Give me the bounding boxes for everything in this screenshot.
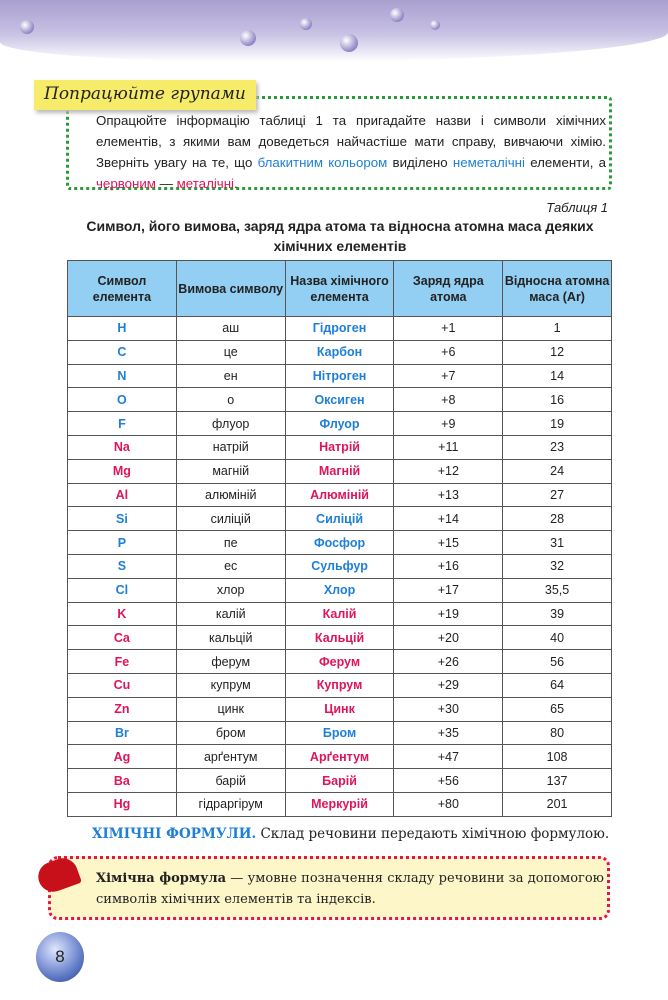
atomic-mass: 39: [503, 602, 612, 626]
atomic-mass: 14: [503, 364, 612, 388]
table-row: [68, 721, 612, 745]
pronunciation: силіцій: [176, 507, 285, 531]
nuclear-charge: +1: [394, 317, 503, 341]
element-symbol: Ba: [68, 769, 177, 793]
atomic-mass: 28: [503, 507, 612, 531]
intro-red: металічні: [176, 176, 235, 191]
atomic-mass: 32: [503, 554, 612, 578]
element-symbol: Ca: [68, 626, 177, 650]
element-name: Карбон: [285, 340, 394, 364]
table-row: [68, 317, 612, 341]
definition-text: [96, 868, 604, 910]
table-row: [68, 435, 612, 459]
bubble-decoration: [390, 8, 404, 22]
atomic-mass: 201: [503, 792, 612, 816]
atomic-mass: 35,5: [503, 578, 612, 602]
element-symbol: Cu: [68, 673, 177, 697]
pronunciation: бром: [176, 721, 285, 745]
table-row: [68, 507, 612, 531]
section-paragraph: [92, 826, 609, 842]
table-row: [68, 459, 612, 483]
column-header: Назва хімічного елемента: [285, 261, 394, 317]
atomic-mass: 27: [503, 483, 612, 507]
nuclear-charge: +56: [394, 769, 503, 793]
header-banner: [0, 0, 668, 62]
element-name: Хлор: [285, 578, 394, 602]
element-symbol: Cl: [68, 578, 177, 602]
column-header: Символ елемента: [68, 261, 177, 317]
table-row: [68, 769, 612, 793]
intro-red: червоним: [96, 176, 156, 191]
pronunciation: калій: [176, 602, 285, 626]
table-row: [68, 626, 612, 650]
table-row: [68, 650, 612, 674]
atomic-mass: 56: [503, 650, 612, 674]
nuclear-charge: +80: [394, 792, 503, 816]
pronunciation: пе: [176, 531, 285, 555]
element-name: Фосфор: [285, 531, 394, 555]
element-name: Ферум: [285, 650, 394, 674]
atomic-mass: 16: [503, 388, 612, 412]
definition-body: — умовне позначення складу речовини за допомогою символів хімічних елементів та індексів.: [96, 871, 604, 907]
element-name: Гідроген: [285, 317, 394, 341]
pronunciation: алюміній: [176, 483, 285, 507]
element-symbol: Ag: [68, 745, 177, 769]
element-name: Нітроген: [285, 364, 394, 388]
pronunciation: гідраргірум: [176, 792, 285, 816]
nuclear-charge: +29: [394, 673, 503, 697]
nuclear-charge: +19: [394, 602, 503, 626]
element-name: Барій: [285, 769, 394, 793]
element-symbol: Hg: [68, 792, 177, 816]
intro-blue: неметалічні: [452, 155, 525, 170]
element-name: Сульфур: [285, 554, 394, 578]
element-name: Арґентум: [285, 745, 394, 769]
element-name: Натрій: [285, 435, 394, 459]
element-symbol: Br: [68, 721, 177, 745]
element-symbol: Si: [68, 507, 177, 531]
bubble-decoration: [430, 20, 440, 30]
element-name: Купрум: [285, 673, 394, 697]
nuclear-charge: +35: [394, 721, 503, 745]
bubble-decoration: [340, 34, 358, 52]
table-row: [68, 364, 612, 388]
column-header: Відносна атомна маса (Ar): [503, 261, 612, 317]
atomic-mass: 1: [503, 317, 612, 341]
intro-part: .: [234, 176, 238, 191]
element-symbol: Al: [68, 483, 177, 507]
atomic-mass: 108: [503, 745, 612, 769]
intro-part: —: [155, 176, 177, 191]
section-text: Склад речовини передають хімічною формулою.: [256, 826, 610, 842]
element-symbol: P: [68, 531, 177, 555]
element-symbol: N: [68, 364, 177, 388]
atomic-mass: 137: [503, 769, 612, 793]
atomic-mass: 12: [503, 340, 612, 364]
element-symbol: H: [68, 317, 177, 341]
element-name: Флуор: [285, 412, 394, 436]
intro-blue: блакитним кольором: [257, 155, 388, 170]
element-symbol: F: [68, 412, 177, 436]
table-row: [68, 697, 612, 721]
nuclear-charge: +15: [394, 531, 503, 555]
intro-text: [74, 110, 606, 194]
pronunciation: цинк: [176, 697, 285, 721]
element-symbol: C: [68, 340, 177, 364]
pronunciation: хлор: [176, 578, 285, 602]
table-row: [68, 578, 612, 602]
table-row: [68, 531, 612, 555]
table-row: [68, 673, 612, 697]
intro-part: виділено: [387, 155, 453, 170]
elements-table: [67, 260, 612, 817]
atomic-mass: 24: [503, 459, 612, 483]
nuclear-charge: +9: [394, 412, 503, 436]
element-symbol: K: [68, 602, 177, 626]
element-name: Оксиген: [285, 388, 394, 412]
pronunciation: купрум: [176, 673, 285, 697]
element-symbol: Fe: [68, 650, 177, 674]
atomic-mass: 23: [503, 435, 612, 459]
pronunciation: флуор: [176, 412, 285, 436]
pronunciation: арґентум: [176, 745, 285, 769]
table-caption: Таблиця 1: [546, 200, 608, 215]
definition-term: Хімічна формула: [96, 871, 227, 886]
nuclear-charge: +7: [394, 364, 503, 388]
atomic-mass: 40: [503, 626, 612, 650]
pronunciation: ес: [176, 554, 285, 578]
element-symbol: S: [68, 554, 177, 578]
pronunciation: о: [176, 388, 285, 412]
nuclear-charge: +12: [394, 459, 503, 483]
table-row: [68, 745, 612, 769]
nuclear-charge: +20: [394, 626, 503, 650]
element-name: Магній: [285, 459, 394, 483]
nuclear-charge: +13: [394, 483, 503, 507]
pronunciation: магній: [176, 459, 285, 483]
nuclear-charge: +14: [394, 507, 503, 531]
section-heading: ХІМІЧНІ ФОРМУЛИ.: [92, 826, 257, 842]
nuclear-charge: +16: [394, 554, 503, 578]
nuclear-charge: +6: [394, 340, 503, 364]
pronunciation: це: [176, 340, 285, 364]
nuclear-charge: +30: [394, 697, 503, 721]
table-title: Символ, його вимова, заряд ядра атома та відносна атомна маса деяких хімічних елементів: [86, 218, 594, 254]
bubble-decoration: [20, 20, 34, 34]
pronunciation: кальцій: [176, 626, 285, 650]
element-name: Калій: [285, 602, 394, 626]
element-name: Меркурій: [285, 792, 394, 816]
table-row: [68, 602, 612, 626]
page-number: 8: [36, 932, 84, 982]
atomic-mass: 64: [503, 673, 612, 697]
table-row: [68, 412, 612, 436]
element-name: Кальцій: [285, 626, 394, 650]
table-row: [68, 792, 612, 816]
nuclear-charge: +8: [394, 388, 503, 412]
atomic-mass: 65: [503, 697, 612, 721]
element-name: Цинк: [285, 697, 394, 721]
column-header: Заряд ядра атома: [394, 261, 503, 317]
element-symbol: Zn: [68, 697, 177, 721]
pronunciation: барій: [176, 769, 285, 793]
pronunciation: ферум: [176, 650, 285, 674]
table-row: [68, 554, 612, 578]
atomic-mass: 31: [503, 531, 612, 555]
table-row: [68, 388, 612, 412]
intro-part: елементи, а: [524, 155, 607, 170]
element-name: Бром: [285, 721, 394, 745]
nuclear-charge: +47: [394, 745, 503, 769]
element-name: Алюміній: [285, 483, 394, 507]
atomic-mass: 19: [503, 412, 612, 436]
column-header: Вимова символу: [176, 261, 285, 317]
atomic-mass: 80: [503, 721, 612, 745]
element-symbol: Mg: [68, 459, 177, 483]
pronunciation: ен: [176, 364, 285, 388]
element-symbol: O: [68, 388, 177, 412]
intro-part: Опрацюйте інформацію таблиці 1 та пригадайте назви і символи хімічних елементів, з якими вам доведеться найчастіше мати справу, вивчаючи хімію. Зверніть увагу на те, що: [96, 113, 606, 170]
pronunciation: натрій: [176, 435, 285, 459]
bubble-decoration: [300, 18, 312, 30]
group-work-badge: Попрацюйте групами: [34, 80, 256, 110]
table-row: [68, 340, 612, 364]
element-name: Силіцій: [285, 507, 394, 531]
table-row: [68, 483, 612, 507]
element-symbol: Na: [68, 435, 177, 459]
nuclear-charge: +26: [394, 650, 503, 674]
bubble-decoration: [240, 30, 256, 46]
nuclear-charge: +17: [394, 578, 503, 602]
pronunciation: аш: [176, 317, 285, 341]
nuclear-charge: +11: [394, 435, 503, 459]
